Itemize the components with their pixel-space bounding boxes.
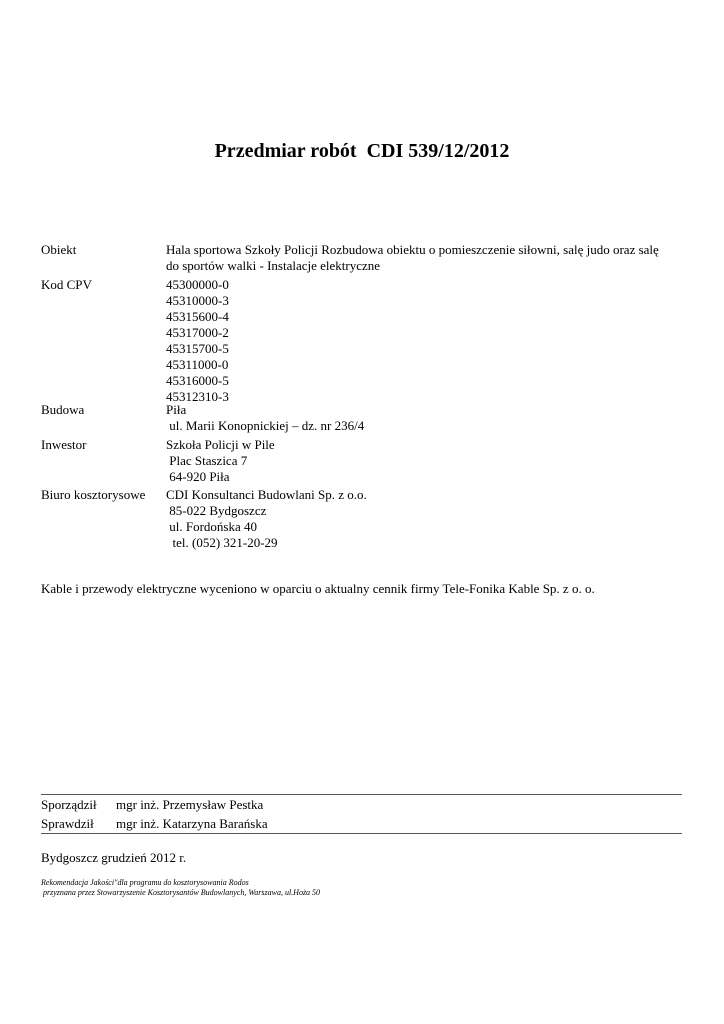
document-title: Przedmiar robót CDI 539/12/2012 [214, 140, 510, 162]
field-inwestor-value [166, 437, 686, 485]
cpv-code: 45312310-3 [166, 389, 229, 404]
inwestor-line: 64-920 Piła [166, 469, 230, 484]
footnote-line-1: Rekomendacja Jakości"dla programu do kosztorysowania Rodos [41, 878, 249, 887]
cpv-code: 45317000-2 [166, 325, 229, 340]
cpv-code: 45311000-0 [166, 357, 229, 372]
field-kod-cpv-value [166, 277, 686, 405]
pricing-note: Kable i przewody elektryczne wyceniono w oparciu o aktualny cennik firmy Tele-Fonika Kable Sp. z o. o. [41, 581, 595, 596]
prepared-name: mgr inż. Przemysław Pestka [116, 797, 264, 812]
field-obiekt-value [166, 242, 686, 274]
inwestor-line: Plac Staszica 7 [166, 453, 248, 468]
biuro-line: 85-022 Bydgoszcz [166, 503, 267, 518]
field-inwestor-label: Inwestor [41, 437, 87, 452]
cpv-code: 45300000-0 [166, 277, 229, 292]
divider-top [41, 794, 682, 795]
field-biuro-label: Biuro kosztorysowe [41, 487, 146, 502]
budowa-line: Piła [166, 402, 187, 417]
checked-label: Sprawdził [41, 816, 94, 831]
place-date: Bydgoszcz grudzień 2012 r. [41, 850, 187, 865]
field-obiekt-label: Obiekt [41, 242, 77, 257]
obiekt-line: Hala sportowa Szkoły Policji Rozbudowa obiektu o pomieszczenie siłowni, salę judo oraz salę [166, 242, 659, 257]
cpv-code: 45316000-5 [166, 373, 229, 388]
field-budowa-value [166, 402, 686, 434]
divider-bottom [41, 833, 682, 834]
field-kod-cpv-label: Kod CPV [41, 277, 92, 292]
biuro-line: CDI Konsultanci Budowlani Sp. z o.o. [166, 487, 367, 502]
budowa-line: ul. Marii Konopnickiej – dz. nr 236/4 [166, 418, 365, 433]
cpv-code: 45310000-3 [166, 293, 229, 308]
field-biuro-value [166, 487, 686, 551]
cpv-code: 45315700-5 [166, 341, 229, 356]
prepared-label: Sporządził [41, 797, 97, 812]
field-budowa-label: Budowa [41, 402, 85, 417]
cpv-code: 45315600-4 [166, 309, 229, 324]
footnote-line-2: przyznana przez Stowarzyszenie Kosztorysantów Budowlanych, Warszawa, ul.Hoża 50 [41, 888, 321, 897]
biuro-line: ul. Fordońska 40 [166, 519, 257, 534]
obiekt-line: do sportów walki - Instalacje elektryczne [166, 258, 381, 273]
biuro-line: tel. (052) 321-20-29 [166, 535, 278, 550]
checked-name: mgr inż. Katarzyna Barańska [116, 816, 268, 831]
inwestor-line: Szkoła Policji w Pile [166, 437, 275, 452]
